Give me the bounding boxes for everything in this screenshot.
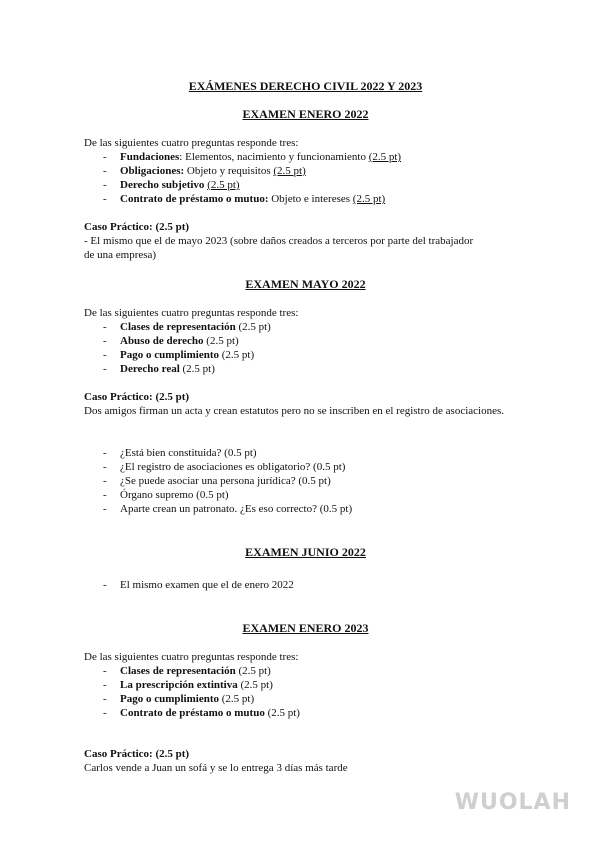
list-item: ¿El registro de asociaciones es obligatorio? (0.5 pt) xyxy=(120,461,346,473)
dash-bullet: - xyxy=(103,321,107,333)
dash-bullet: - xyxy=(103,707,107,719)
caso-practico-text: Carlos vende a Juan un sofá y se lo entrega 3 días más tarde xyxy=(84,762,348,774)
list-item: Obligaciones: Objeto y requisitos (2.5 pt) xyxy=(120,165,306,177)
list-item: Órgano supremo (0.5 pt) xyxy=(120,489,229,501)
intro-text: De las siguientes cuatro preguntas responde tres: xyxy=(84,651,299,663)
dash-bullet: - xyxy=(103,461,107,473)
dash-bullet: - xyxy=(103,151,107,163)
caso-practico-title: Caso Práctico: (2.5 pt) xyxy=(84,391,190,403)
dash-bullet: - xyxy=(103,503,107,515)
caso-practico-text: - El mismo que el de mayo 2023 (sobre daños creados a terceros por parte del trabajador de una empresa) xyxy=(84,235,474,261)
dash-bullet: - xyxy=(103,165,107,177)
list-item: Derecho real (2.5 pt) xyxy=(120,363,215,375)
section-title-enero-2022: EXAMEN ENERO 2022 xyxy=(242,107,369,121)
list-item: Aparte crean un patronato. ¿Es eso correcto? (0.5 pt) xyxy=(120,503,353,515)
list-item: Abuso de derecho (2.5 pt) xyxy=(120,335,239,347)
intro-text: De las siguientes cuatro preguntas responde tres: xyxy=(84,137,299,149)
list-item: Derecho subjetivo (2.5 pt) xyxy=(120,179,240,191)
list-item: Fundaciones: Elementos, nacimiento y funcionamiento (2.5 pt) xyxy=(120,151,402,163)
section-title-mayo-2022: EXAMEN MAYO 2022 xyxy=(245,277,366,291)
caso-practico-title: Caso Práctico: (2.5 pt) xyxy=(84,748,190,760)
list-item: Pago o cumplimiento (2.5 pt) xyxy=(120,693,255,705)
dash-bullet: - xyxy=(103,679,107,691)
dash-bullet: - xyxy=(103,349,107,361)
list-item: La prescripción extintiva (2.5 pt) xyxy=(120,679,273,691)
dash-bullet: - xyxy=(103,475,107,487)
list-item: Contrato de préstamo o mutuo (2.5 pt) xyxy=(120,707,300,719)
dash-bullet: - xyxy=(103,579,107,591)
list-item: ¿Está bien constituida? (0.5 pt) xyxy=(120,447,257,459)
caso-practico-text: Dos amigos firman un acta y crean estatutos pero no se inscriben en el registro de asociaciones. xyxy=(84,405,504,417)
section-title-junio-2022: EXAMEN JUNIO 2022 xyxy=(245,545,366,559)
dash-bullet: - xyxy=(103,363,107,375)
intro-text: De las siguientes cuatro preguntas responde tres: xyxy=(84,307,299,319)
watermark-logo: WUOLAH xyxy=(454,790,571,815)
dash-bullet: - xyxy=(103,193,107,205)
list-item: Clases de representación (2.5 pt) xyxy=(120,321,271,333)
caso-practico-title: Caso Práctico: (2.5 pt) xyxy=(84,221,190,233)
dash-bullet: - xyxy=(103,693,107,705)
main-title: EXÁMENES DERECHO CIVIL 2022 Y 2023 xyxy=(188,79,423,93)
dash-bullet: - xyxy=(103,179,107,191)
dash-bullet: - xyxy=(103,335,107,347)
list-item: El mismo examen que el de enero 2022 xyxy=(120,579,294,591)
list-item: Clases de representación (2.5 pt) xyxy=(120,665,271,677)
list-item: ¿Se puede asociar una persona jurídica? (0.5 pt) xyxy=(120,475,331,487)
dash-bullet: - xyxy=(103,447,107,459)
list-item: Pago o cumplimiento (2.5 pt) xyxy=(120,349,255,361)
dash-bullet: - xyxy=(103,489,107,501)
section-title-enero-2023: EXAMEN ENERO 2023 xyxy=(242,621,369,635)
dash-bullet: - xyxy=(103,665,107,677)
list-item: Contrato de préstamo o mutuo: Objeto e intereses (2.5 pt) xyxy=(120,193,386,205)
